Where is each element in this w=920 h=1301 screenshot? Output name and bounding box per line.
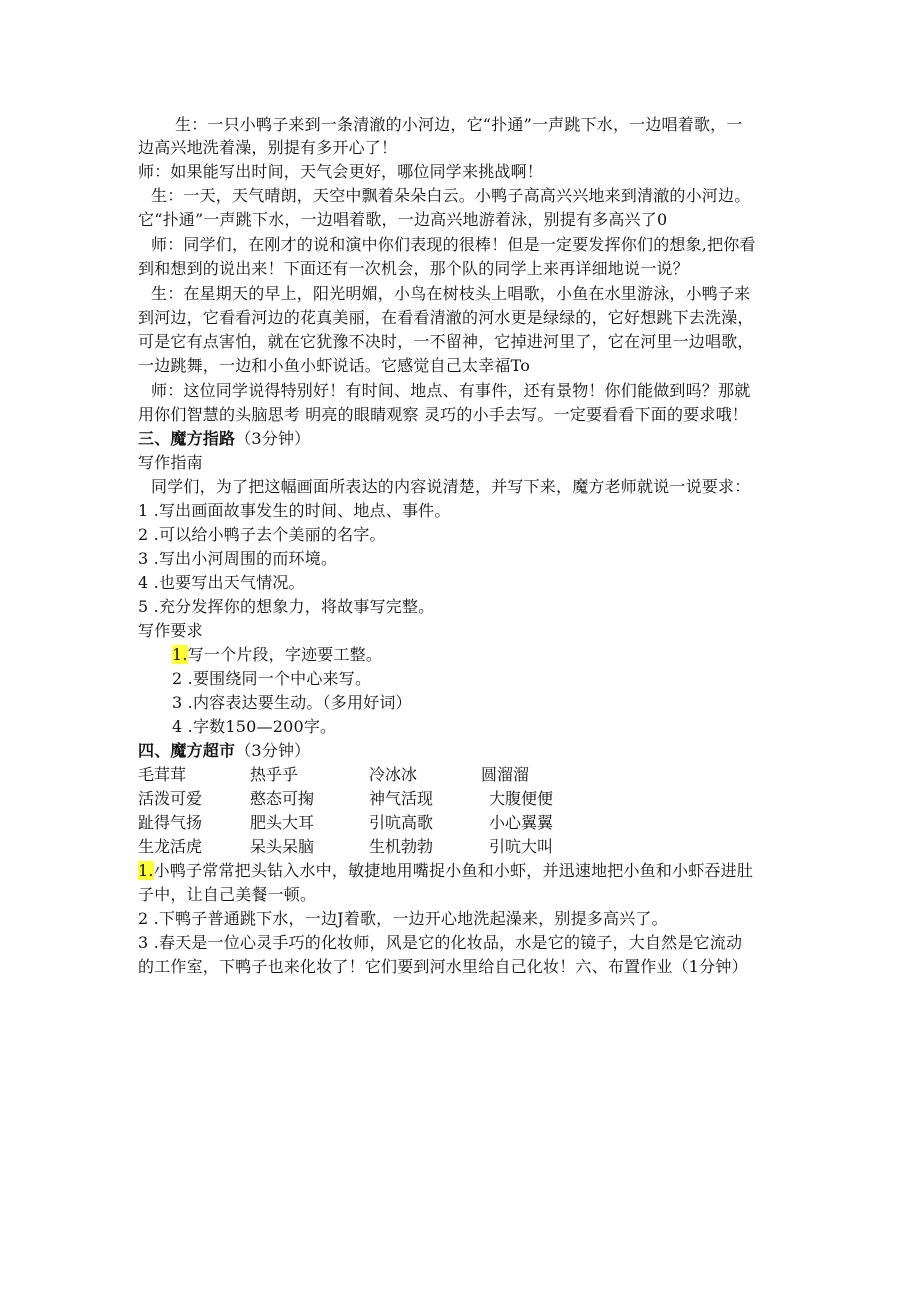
dialogue-line: 生：一天，天气晴朗，天空中飘着朵朵白云。小鸭子高高兴兴地来到清澈的小河边。	[151, 186, 751, 205]
dialogue-line: 可是它有点害怕，就在它犹豫不决时，一不留神，它掉进河里了，它在河里一边唱歌，	[138, 332, 754, 351]
dialogue-line: 生：一只小鸭子来到一条清澈的小河边，它“扑通”一声跳下水，一边唱着歌，一	[175, 115, 743, 134]
dialogue-line: 生：在星期天的早上，阳光明媚，小鸟在树枝头上唱歌，小鱼在水里游泳，小鸭子来	[151, 284, 751, 303]
word-cell: 趾得气扬	[138, 813, 203, 832]
section4-time: （3分钟）	[235, 741, 311, 760]
dialogue-line: 师：同学们，在刚才的说和演中你们表现的很棒！但是一定要发挥你们的想象,把你看	[151, 235, 756, 254]
word-cell: 活泼可爱	[138, 789, 203, 808]
word-cell: 冷冰冰	[369, 765, 418, 784]
requirement-item: 3 .内容表达要生动。（多用好词）	[172, 693, 412, 712]
example-sentence: 2 .下鸭子普通跳下水，一边J着歌，一边开心地洗起澡来，别提多高兴了。	[138, 909, 668, 928]
dialogue-line: 师：这位同学说得特别好！有时间、地点、有事件，还有景物！你们能做到吗？那就	[151, 381, 751, 400]
word-cell: 憨态可掬	[250, 789, 315, 808]
highlighted-number: 1.	[138, 861, 154, 880]
example-sentence: 子中，让自己美餐一顿。	[138, 885, 317, 904]
section3-title: 三、魔方指路	[138, 429, 236, 448]
word-cell: 引吭高歌	[369, 813, 434, 832]
word-cell: 小心翼翼	[489, 813, 554, 832]
guide-item: 2 .可以给小鸭子去个美丽的名字。	[138, 525, 386, 544]
requirement-item: 4 .字数150—200字。	[172, 717, 337, 736]
word-cell: 圆溜溜	[481, 765, 530, 784]
dialogue-line: 到河边，它看看河边的花真美丽，在看看清澈的河水更是绿绿的，它好想跳下去洗澡，	[138, 308, 754, 327]
example-sentence: 的工作室，下鸭子也来化妆了！它们要到河水里给自己化妆！六、布置作业（1分钟）	[138, 957, 748, 976]
dialogue-line: 到和想到的说出来！下面还有一次机会，那个队的同学上来再详细地说一说？	[138, 259, 689, 278]
dialogue-line: 用你们智慧的头脑思考 明亮的眼睛观察 灵巧的小手去写。一定要看看下面的要求哦！	[138, 405, 748, 424]
dialogue-line: 一边跳舞，一边和小鱼小虾说话。它感觉自己太幸福To	[138, 356, 531, 375]
word-cell: 毛茸茸	[138, 765, 187, 784]
word-cell: 热乎乎	[250, 765, 299, 784]
dialogue-line: 边高兴地洗着澡，别提有多开心了！	[138, 138, 398, 157]
highlighted-number: 1.	[172, 645, 188, 664]
example-sentence	[138, 860, 753, 882]
word-cell: 大腹便便	[489, 789, 554, 808]
section3-heading	[138, 428, 310, 450]
requirement-text: 写一个片段，字迹要工整。	[187, 645, 383, 664]
requirement-item	[172, 644, 382, 666]
word-cell: 肥头大耳	[250, 813, 315, 832]
guide-item: 5 .充分发挥你的想象力，将故事写完整。	[138, 597, 435, 616]
guide-item: 3 .写出小河周围的而环境。	[138, 549, 338, 568]
requirements-title: 写作要求	[138, 621, 203, 640]
example-sentence: 3 .春天是一位心灵手巧的化妆师，风是它的化妆品，水是它的镜子，大自然是它流动	[138, 933, 743, 952]
requirement-item: 2 .要围绕同一个中心来写。	[172, 669, 372, 688]
dialogue-line: 它“扑通”一声跳下水，一边唱着歌，一边高兴地游着泳，别提有多高兴了0	[138, 210, 668, 229]
word-cell: 呆头呆脑	[250, 837, 315, 856]
guide-title: 写作指南	[138, 453, 203, 472]
guide-item: 4 .也要写出天气情况。	[138, 573, 305, 592]
word-cell: 生机勃勃	[369, 837, 434, 856]
section4-title: 四、魔方超市	[138, 741, 236, 760]
example-text: 小鸭子常常把头钻入水中，敏捷地用嘴捉小鱼和小虾，并迅速地把小鱼和小虾吞进肚	[153, 861, 754, 880]
guide-item: 1 .写出画面故事发生的时间、地点、事件。	[138, 501, 451, 520]
word-cell: 神气活现	[369, 789, 434, 808]
word-cell: 引吭大叫	[489, 837, 554, 856]
section3-time: （3分钟）	[235, 429, 311, 448]
dialogue-line: 师：如果能写出时间，天气会更好，哪位同学来挑战啊！	[138, 162, 544, 181]
guide-intro: 同学们，为了把这幅画面所表达的内容说清楚，并写下来，魔方老师就说一说要求：	[151, 477, 751, 496]
word-cell: 生龙活虎	[138, 837, 203, 856]
section4-heading	[138, 740, 310, 762]
